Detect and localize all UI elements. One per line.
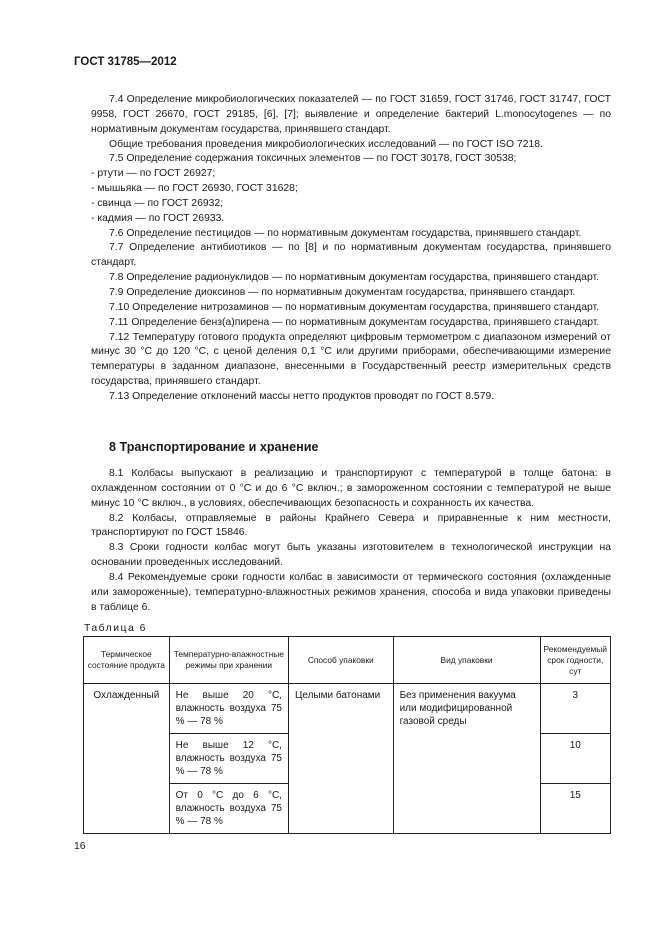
cell-shelf-life: 10	[540, 734, 610, 784]
paragraph-7-9: 7.9 Определение диоксинов — по нормативным документам государства, принявшего стандарт.	[109, 286, 576, 298]
section-8-title: 8 Транспортирование и хранение	[109, 440, 319, 454]
header-storage-mode: Температурно-влажностные режимы при хранении	[169, 637, 288, 684]
header-thermal-state: Термическое состояние продукта	[84, 637, 170, 684]
cell-shelf-life: 15	[540, 784, 610, 834]
header-shelf-life: Рекомендуемый срок годности, сут	[540, 637, 610, 684]
page-number: 16	[74, 841, 86, 852]
paragraph-8-3: 8.3 Сроки годности колбас могут быть указаны изготовителем в технологической инструкции на основании проведенных исследований.	[91, 542, 611, 569]
paragraph-7-12: 7.12 Температуру готового продукта определяют цифровым термометром с диапазоном измерений от минус 30 °С до 120 °С, с ценой деления 0,1 °С или другими приборами, обеспечивающими измерение температуры в заданном диапазоне, внесенными в Государственный реестр измерительных средств государства, принявшего стандарт.	[91, 331, 611, 388]
paragraph-7-6: 7.6 Определение пестицидов — по нормативным документам государства, принявшего стандарт.	[109, 227, 582, 239]
cell-packing-type: Без применения вакуума или модифицированной газовой среды	[393, 684, 540, 834]
storage-table	[83, 636, 611, 834]
paragraph-8-2: 8.2 Колбасы, отправляемые в районы Крайнего Севера и приравненные к ним местности, транспортируют по ГОСТ 15846.	[91, 512, 611, 539]
paragraph-8-4: 8.4 Рекомендуемые сроки годности колбас в зависимости от термического состояния (охлажденные или замороженные), температурно-влажностных режимов хранения, способа и вида упаковки приведены в таблице 6.	[91, 571, 611, 613]
paragraph-7-11: 7.11 Определение бенз(а)пирена — по нормативным документам государства, принявшего стандарт.	[109, 316, 600, 328]
cell-thermal-state: Охлажденный	[84, 684, 170, 834]
paragraph-7-13: 7.13 Определение отклонений массы нетто продуктов проводят по ГОСТ 8.579.	[109, 390, 495, 402]
header-packing-method: Способ упаковки	[288, 637, 393, 684]
paragraph-7-10: 7.10 Определение нитрозаминов — по нормативным документам государства, принявшего стандарт.	[109, 301, 600, 313]
paragraph-7-7: 7.7 Определение антибиотиков — по [8] и по нормативным документам государства, принявшего стандарт.	[91, 242, 611, 269]
paragraph-7-5: 7.5 Определение содержания токсичных элементов — по ГОСТ 30178, ГОСТ 30538;	[109, 153, 517, 165]
cell-storage-mode: Не выше 12 °С, влажность воздуха 75 % — 78 %	[169, 734, 288, 784]
list-item-cadmium: - кадмия — по ГОСТ 26933.	[91, 212, 225, 224]
list-item-mercury: - ртути — по ГОСТ 26927;	[91, 168, 216, 180]
paragraph-7-8: 7.8 Определение радионуклидов — по нормативным документам государства, принявшего стандарт.	[109, 272, 599, 284]
table-row	[84, 684, 611, 734]
list-item-lead: - свинца — по ГОСТ 26932;	[91, 197, 224, 209]
header-packing-type: Вид упаковки	[393, 637, 540, 684]
cell-packing-method: Целыми батонами	[288, 684, 393, 834]
cell-shelf-life: 3	[540, 684, 610, 734]
document-header: ГОСТ 31785—2012	[74, 56, 177, 68]
paragraph-8-1: 8.1 Колбасы выпускают в реализацию и транспортируют с температурой в толще батона: в охлажденном состоянии от 0 °С и до 6 °С включ.; в замороженном состоянии с температурой не выше минус 10 °С включ., в условиях, обеспечивающих безопасность и сохранность их качества.	[91, 468, 611, 509]
section8-text	[91, 467, 611, 615]
table-header-row	[84, 637, 611, 684]
paragraph-general-requirements: Общие требования проведения микробиологических исследований — по ГОСТ ISO 7218.	[109, 138, 543, 150]
paragraph-7-4: 7.4 Определение микробиологических показателей — по ГОСТ 31659, ГОСТ 31746, ГОСТ 31747, ГОСТ 9958, ГОСТ 26670, ГОСТ 29185, [6], [7]; выявление и определение бактерий L.monocytogenes — по нормативным документам государства, принявшего стандарт.	[91, 94, 611, 135]
list-item-arsenic: - мышьяка — по ГОСТ 26930, ГОСТ 31628;	[91, 183, 298, 195]
section7-text	[91, 93, 611, 405]
table-caption: Таблица 6	[84, 623, 147, 634]
cell-storage-mode: Не выше 20 °С, влажность воздуха 75 % — 78 %	[169, 684, 288, 734]
cell-storage-mode: От 0 °С до 6 °С, влажность воздуха 75 % — 78 %	[169, 784, 288, 834]
